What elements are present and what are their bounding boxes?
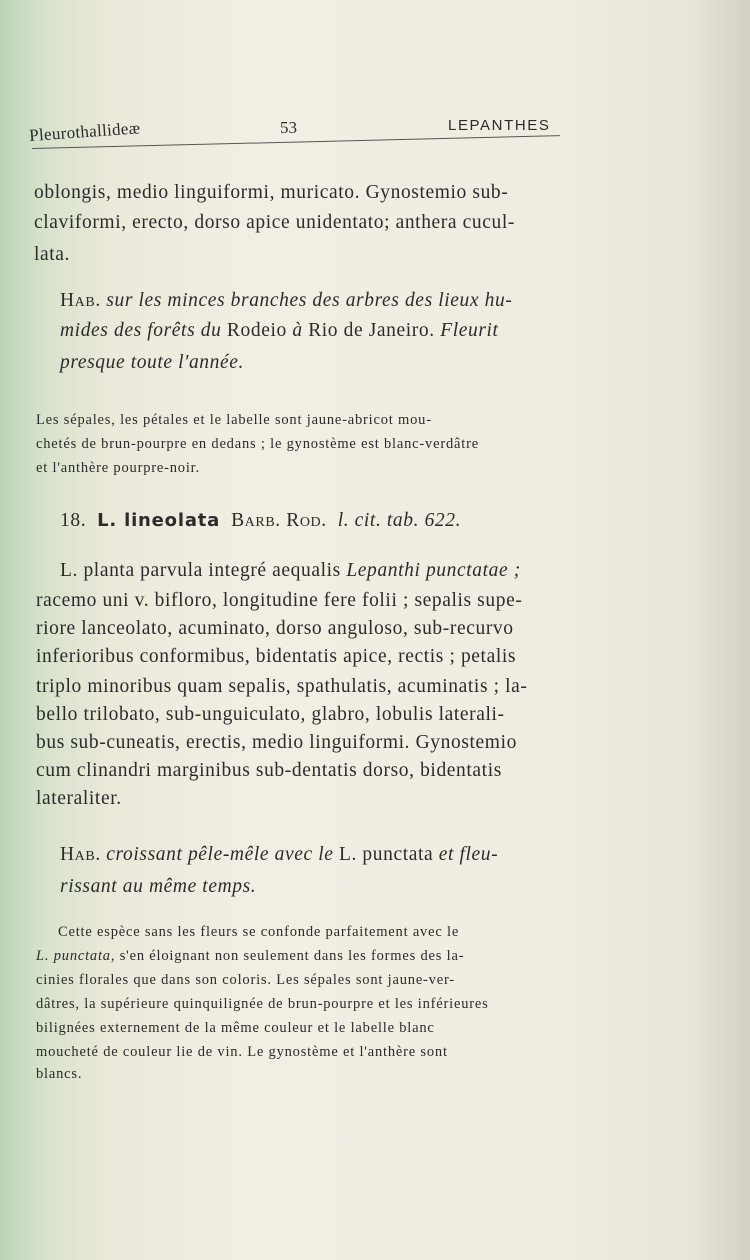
species-author: Barb. Rod. bbox=[231, 510, 327, 531]
note-line: et l'anthère pourpre-noir. bbox=[36, 460, 200, 476]
description-line: riore lanceolato, acuminato, dorso anguloso, sub-recurvo bbox=[36, 618, 514, 639]
locality: Rodeio bbox=[226, 320, 287, 341]
habitat-line bbox=[60, 872, 580, 902]
habitat-label: Hab. bbox=[60, 290, 101, 311]
running-header-right: LEPANTHES bbox=[448, 117, 551, 134]
description-line: lateraliter. bbox=[36, 788, 122, 809]
habitat-text: sur les minces branches des arbres des lieux hu- bbox=[106, 290, 513, 311]
description-line: racemo uni v. bifloro, longitudine fere folii ; sepalis supe- bbox=[36, 590, 523, 611]
note-line: Les sépales, les pétales et le labelle sont jaune-abricot mou- bbox=[36, 412, 432, 428]
description-text: L. planta parvula integré aequalis bbox=[60, 560, 341, 581]
running-header-left: Pleurothallideæ bbox=[28, 118, 141, 146]
habitat-line bbox=[60, 348, 580, 378]
locality: Rio de Janeiro. bbox=[308, 320, 435, 341]
description-line: bello trilobato, sub-unguiculato, glabro, lobulis laterali- bbox=[36, 704, 505, 725]
note-line: blancs. bbox=[36, 1066, 83, 1082]
habitat-text: presque toute l'année. bbox=[60, 352, 244, 373]
habitat-line bbox=[60, 286, 580, 316]
habitat-text: et fleu- bbox=[438, 844, 499, 865]
text-line: lata. bbox=[34, 244, 71, 265]
description-line: cum clinandri marginibus sub-dentatis dorso, bidentatis bbox=[36, 760, 502, 781]
note-line: moucheté de couleur lie de vin. Le gynostème et l'anthère sont bbox=[36, 1044, 448, 1060]
habitat-text: à bbox=[292, 320, 303, 341]
note-line: chetés de brun-pourpre en dedans ; le gynostème est blanc-verdâtre bbox=[36, 436, 479, 452]
note-line: cinies florales que dans son coloris. Les sépales sont jaune-ver- bbox=[36, 972, 455, 988]
note-text: s'en éloignant non seulement dans les formes des la- bbox=[119, 948, 465, 964]
description-line: inferioribus conformibus, bidentatis apice, rectis ; petalis bbox=[36, 646, 517, 667]
text-line: oblongis, medio linguiformi, muricato. Gynostemio sub- bbox=[34, 182, 509, 203]
species-name: L. lineolata bbox=[97, 510, 221, 531]
description-line bbox=[60, 556, 580, 586]
species-reference: l. cit. tab. 622. bbox=[337, 510, 462, 531]
species-number: 18. bbox=[60, 510, 87, 531]
description-line: bus sub-cuneatis, erectis, medio linguiformi. Gynostemio bbox=[36, 732, 517, 753]
description-line: triplo minoribus quam sepalis, spathulatis, acuminatis ; la- bbox=[36, 676, 528, 697]
page-number: 53 bbox=[280, 118, 297, 137]
text-line: claviformi, erecto, dorso apice unidentato; anthera cucul- bbox=[34, 212, 515, 233]
note-text: L. punctata, bbox=[36, 948, 116, 964]
species-reference: L. punctata bbox=[338, 844, 434, 865]
habitat-label: Hab. bbox=[60, 844, 101, 865]
habitat-text: croissant pêle-mêle avec le bbox=[106, 844, 334, 865]
habitat-text: rissant au même temps. bbox=[60, 876, 257, 897]
species-heading bbox=[60, 506, 580, 536]
note-line: dâtres, la supérieure quinquilignée de brun-pourpre et les inférieures bbox=[36, 996, 489, 1012]
habitat-text: Fleurit bbox=[440, 320, 499, 341]
note-line bbox=[36, 944, 576, 969]
description-text: Lepanthi punctatae ; bbox=[346, 560, 521, 581]
habitat-text: mides des forêts du bbox=[60, 320, 222, 341]
note-line: Cette espèce sans les fleurs se confonde parfaitement avec le bbox=[58, 924, 460, 940]
habitat-line bbox=[60, 840, 580, 870]
note-line: bilignées externement de la même couleur et le labelle blanc bbox=[36, 1020, 435, 1036]
habitat-line bbox=[60, 316, 580, 346]
